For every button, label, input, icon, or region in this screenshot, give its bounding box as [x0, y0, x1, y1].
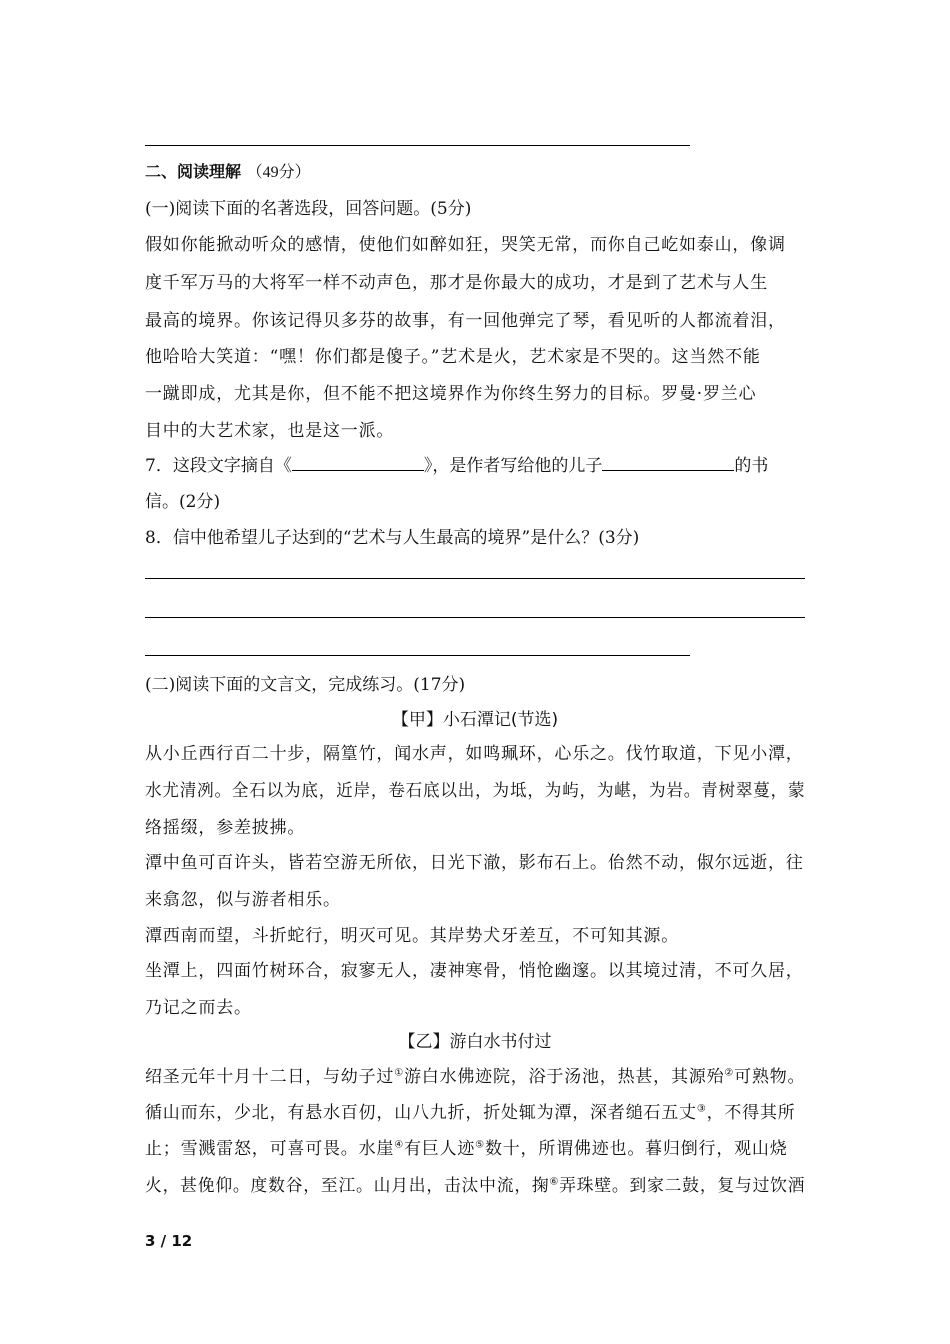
yi-text: 弄珠壁。到家二鼓，复与过饮酒 — [559, 1176, 806, 1196]
part1-passage-line: 最高的境界。你该记得贝多芬的故事，有一回他弹完了琴，看见听的人都流着泪， — [145, 311, 786, 331]
part1-title: (一)阅读下面的名著选段，回答问题。(5分) — [145, 199, 472, 219]
yi-text: 可熟物。 — [734, 1067, 806, 1087]
section-title: 二、阅读理解 — [145, 162, 242, 181]
part1-passage-line: 假如你能掀动听众的感情，使他们如醉如狂，哭笑无常，而你自己屹如泰山，像调 — [145, 235, 786, 255]
jia-passage-line: 从小丘西行百二十步，隔篁竹，闻水声，如鸣珮环，心乐之。伐竹取道，下见小潭， — [145, 744, 804, 764]
yi-text: 止；雪溅雷怒，可喜可畏。水崖 — [145, 1139, 395, 1159]
part1-passage-line: 度千军万马的大将军一样不动声色，那才是你最大的成功，才是到了艺术与人生 — [145, 273, 768, 293]
yi-text: 火，甚俛仰。度数谷，至江。山月出，击汰中流，掬 — [145, 1176, 550, 1196]
jia-passage-line: 潭中鱼可百许头，皆若空游无所依，日光下澈，影布石上。佁然不动，俶尔远逝，往 — [145, 853, 804, 873]
yi-passage-line — [145, 1175, 805, 1197]
question-7-text-b: 》，是作者写给他的儿子 — [423, 456, 603, 476]
part1-passage-line: 一蹴即成，尤其是你，但不能不把这境界作为你终生努力的目标。罗曼·罗兰心 — [145, 384, 757, 404]
yi-text: 游白水佛迹院，浴于汤池，热甚，其源殆 — [403, 1067, 725, 1087]
answer-line[interactable] — [145, 655, 690, 656]
footnote-marker: ③ — [696, 1103, 707, 1115]
section-score: （49分） — [246, 164, 311, 181]
jia-passage-line: 水尤清冽。全石以为底，近岸，卷石底以出，为坻，为屿，为嵁，为岩。青树翠蔓，蒙 — [145, 781, 806, 801]
son-name-blank[interactable] — [602, 456, 734, 471]
part2-title: (二)阅读下面的文言文，完成练习。(17分) — [145, 675, 466, 695]
book-title-blank[interactable] — [292, 456, 424, 471]
section-heading — [145, 161, 311, 184]
footnote-marker: ⑥ — [549, 1176, 560, 1188]
yi-passage-line — [145, 1066, 805, 1088]
question-7 — [145, 455, 768, 477]
yi-passage-line — [145, 1138, 788, 1160]
yi-title: 【乙】游白水书付过 — [398, 1032, 552, 1052]
yi-text: 数十，所谓佛迹也。暮归倒行，观山烧 — [484, 1139, 788, 1159]
part1-passage-line: 他哈哈大笑道：“嘿！你们都是傻子。”艺术是火，艺术家是不哭的。这当然不能 — [145, 347, 761, 367]
answer-line-top — [145, 145, 690, 146]
jia-title: 【甲】小石潭记(节选) — [391, 710, 559, 730]
yi-text: 有巨人迹 — [403, 1139, 476, 1159]
question-7-continued: 信。(2分) — [145, 492, 221, 512]
yi-text: 循山而东，少北，有悬水百仞，山八九折，折处辄为潭，深者缒石五丈 — [145, 1103, 697, 1123]
page-number: 3 / 12 — [145, 1232, 193, 1250]
answer-line[interactable] — [145, 578, 805, 579]
question-7-text-a: 7．这段文字摘自《 — [145, 456, 292, 476]
jia-passage-line: 坐潭上，四面竹树环合，寂寥无人，凄神寒骨，悄怆幽邃。以其境过清，不可久居， — [145, 961, 804, 981]
yi-passage-line — [145, 1102, 796, 1124]
footnote-marker: ④ — [394, 1139, 404, 1151]
jia-passage-line: 潭西南而望，斗折蛇行，明灭可见。其岸势犬牙差互，不可知其源。 — [145, 926, 679, 946]
yi-text: ，不得其所 — [706, 1103, 796, 1123]
footnote-marker: ⑤ — [475, 1139, 485, 1151]
jia-passage-line: 来翕忽，似与游者相乐。 — [145, 890, 341, 910]
yi-text: 绍圣元年十月十二日，与幼子过 — [145, 1067, 395, 1087]
question-8: 8．信中他希望儿子达到的“艺术与人生最高的境界”是什么？(3分) — [145, 528, 640, 548]
jia-passage-line: 络摇缀，参差披拂。 — [145, 818, 306, 838]
answer-line[interactable] — [145, 617, 805, 618]
footnote-marker: ② — [724, 1067, 735, 1079]
question-7-text-c: 的书 — [734, 456, 769, 476]
jia-passage-line: 乃记之而去。 — [145, 998, 252, 1018]
part1-passage-line: 目中的大艺术家，也是这一派。 — [145, 421, 395, 441]
footnote-marker: ① — [394, 1067, 404, 1079]
